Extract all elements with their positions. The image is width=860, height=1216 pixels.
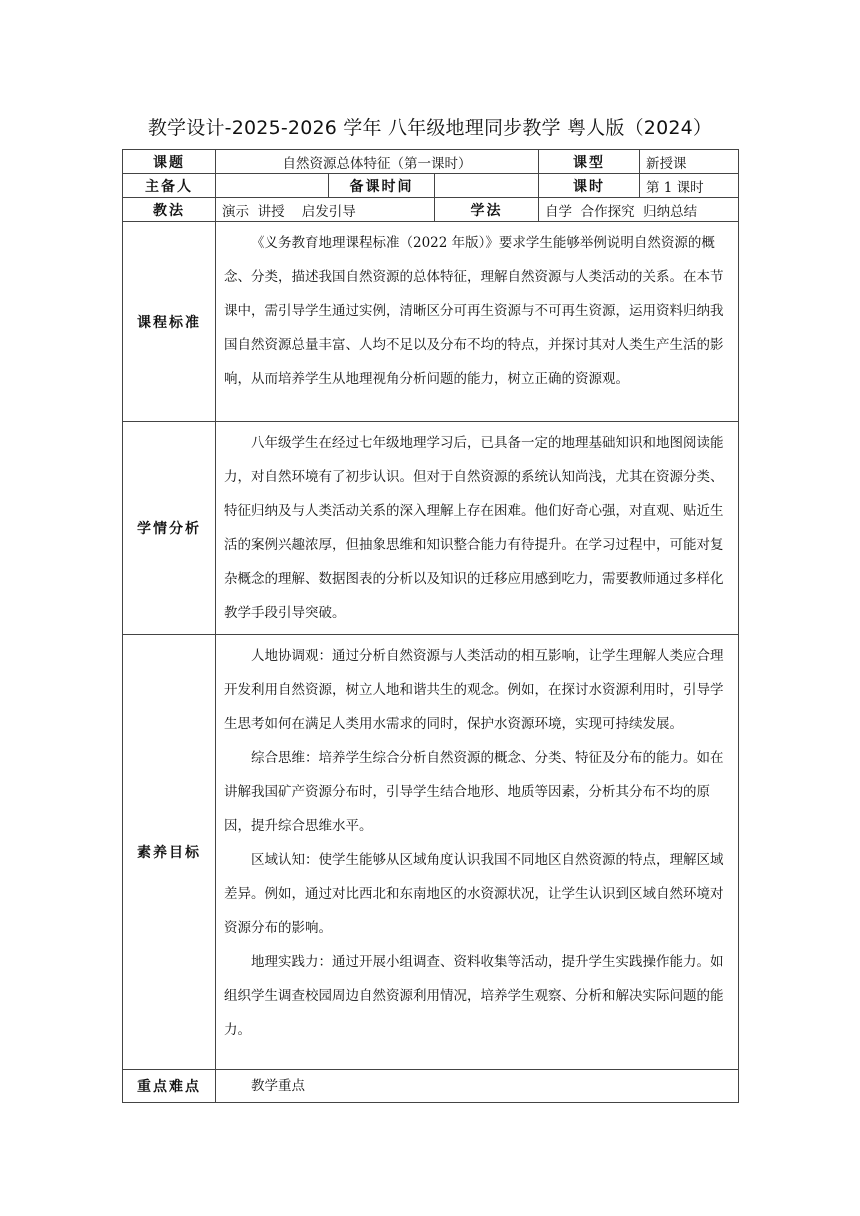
period-value: 第 1 课时 xyxy=(640,174,739,198)
preparer-value xyxy=(216,174,329,198)
key-points-content xyxy=(216,1070,739,1103)
competency-goals-label: 素养目标 xyxy=(123,635,216,1070)
method-row xyxy=(123,198,739,222)
competency-goals-row xyxy=(123,635,739,1070)
goal-paragraph-practice: 地理实践力：通过开展小组调查、资料收集等活动，提升学生实践操作能力。如组织学生调查校园周边自然资源利用情况，培养学生观察、分析和解决实际问题的能力。 xyxy=(224,954,724,1038)
study-method-label: 学法 xyxy=(435,198,539,222)
topic-row xyxy=(123,150,739,174)
learner-analysis-label: 学情分析 xyxy=(123,422,216,635)
competency-goals-content xyxy=(216,635,739,1070)
learner-analysis-row xyxy=(123,422,739,635)
goal-paragraph-human-earth: 人地协调观：通过分析自然资源与人类活动的相互影响，让学生理解人类应合理开发利用自然资源，树立人地和谐共生的观念。例如，在探讨水资源利用时，引导学生思考如何在满足人类用水需求的同时，保护水资源环境，实现可持续发展。 xyxy=(224,648,724,732)
key-points-label: 重点难点 xyxy=(123,1070,216,1103)
topic-label: 课题 xyxy=(123,150,216,174)
preparer-label: 主备人 xyxy=(123,174,216,198)
key-points-row xyxy=(123,1070,739,1103)
topic-value: 自然资源总体特征（第一课时） xyxy=(216,150,539,174)
teaching-method-value: 演示 讲授 启发引导 xyxy=(216,198,435,222)
curriculum-standard-label: 课程标准 xyxy=(123,222,216,422)
curriculum-standard-row xyxy=(123,222,739,422)
document-title: 教学设计-2025-2026 学年 八年级地理同步教学 粤人版（2024） xyxy=(147,117,713,139)
learner-analysis-paragraph: 八年级学生在经过七年级地理学习后，已具备一定的地理基础知识和地图阅读能力，对自然环境有了初步认识。但对于自然资源的系统认知尚浅，尤其在资源分类、特征归纳及与人类活动关系的深入理解上存在困难。他们好奇心强，对直观、贴近生活的案例兴趣浓厚，但抽象思维和知识整合能力有待提升。在学习过程中，可能对复杂概念的理解、数据图表的分析以及知识的迁移应用感到吃力，需要教师通过多样化教学手段引导突破。 xyxy=(224,435,724,621)
lesson-type-label: 课型 xyxy=(539,150,640,174)
goal-paragraph-comprehensive-thinking: 综合思维：培养学生综合分析自然资源的概念、分类、特征及分布的能力。如在讲解我国矿产资源分布时，引导学生结合地形、地质等因素，分析其分布不均的原因，提升综合思维水平。 xyxy=(224,750,724,834)
key-points-paragraph: 教学重点 xyxy=(251,1078,305,1094)
study-method-value: 自学 合作探究 归纳总结 xyxy=(539,198,739,222)
period-label: 课时 xyxy=(539,174,640,198)
teaching-method-label: 教法 xyxy=(123,198,216,222)
goal-paragraph-regional-cognition: 区域认知：使学生能够从区域角度认识我国不同地区自然资源的特点，理解区域差异。例如，通过对比西北和东南地区的水资源状况，让学生认识到区域自然环境对资源分布的影响。 xyxy=(224,852,724,936)
curriculum-standard-content xyxy=(216,222,739,422)
lesson-type-value: 新授课 xyxy=(640,150,739,174)
lesson-plan-table xyxy=(122,149,739,1103)
prep-time-label: 备课时间 xyxy=(329,174,435,198)
curriculum-standard-paragraph: 《义务教育地理课程标准（2022 年版）》要求学生能够举例说明自然资源的概念、分类，描述我国自然资源的总体特征，理解自然资源与人类活动的关系。在本节课中，需引导学生通过实例，清晰区分可再生资源与不可再生资源，运用资料归纳我国自然资源总量丰富、人均不足以及分布不均的特点，并探讨其对人类生产生活的影响，从而培养学生从地理视角分析问题的能力，树立正确的资源观。 xyxy=(224,235,724,387)
learner-analysis-content xyxy=(216,422,739,635)
prep-time-value xyxy=(435,174,539,198)
preparer-row xyxy=(123,174,739,198)
